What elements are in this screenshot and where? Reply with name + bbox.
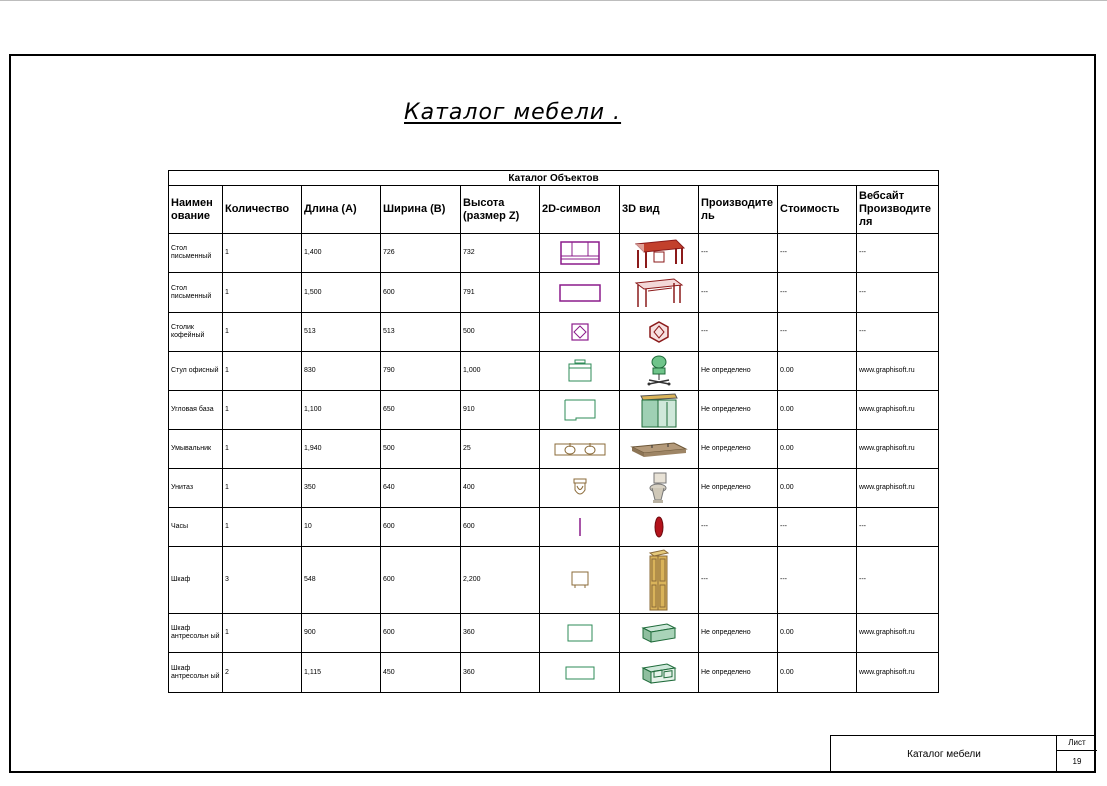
double-wall-cabinet-3d-icon — [641, 662, 677, 684]
cell-length: 1,100 — [302, 391, 381, 430]
cell-quantity: 1 — [223, 234, 302, 273]
cell-name: Умывальник — [169, 430, 223, 469]
cell-3d-view — [620, 547, 699, 614]
header-length: Длина (A) — [302, 186, 381, 234]
cell-2d-symbol — [540, 653, 620, 693]
cell-manufacturer: --- — [699, 547, 778, 614]
cell-quantity: 1 — [223, 614, 302, 653]
cell-name: Шкаф — [169, 547, 223, 614]
header-quantity: Количество — [223, 186, 302, 234]
catalog-table — [168, 170, 939, 693]
cell-2d-symbol — [540, 313, 620, 352]
toilet-3d-icon — [648, 472, 670, 504]
cell-manufacturer: Не определено — [699, 653, 778, 693]
cell-website: --- — [857, 547, 939, 614]
cell-height: 732 — [461, 234, 540, 273]
cell-cost: 0.00 — [778, 352, 857, 391]
cell-cost: --- — [778, 547, 857, 614]
cell-cost: --- — [778, 234, 857, 273]
cell-manufacturer: --- — [699, 273, 778, 313]
cell-name: Столик кофейный — [169, 313, 223, 352]
page-title: Каталог мебели . — [404, 100, 622, 125]
cell-website: www.graphisoft.ru — [857, 391, 939, 430]
cell-quantity: 1 — [223, 430, 302, 469]
cell-manufacturer: --- — [699, 313, 778, 352]
cell-3d-view — [620, 313, 699, 352]
cell-website: --- — [857, 313, 939, 352]
table-row — [169, 508, 939, 547]
cell-name: Угловая база — [169, 391, 223, 430]
cell-width: 600 — [381, 614, 461, 653]
cell-length: 1,940 — [302, 430, 381, 469]
cell-height: 910 — [461, 391, 540, 430]
cell-manufacturer: Не определено — [699, 469, 778, 508]
table-row — [169, 391, 939, 430]
cell-width: 650 — [381, 391, 461, 430]
header-manufacturer: Производите ль — [699, 186, 778, 234]
cell-quantity: 1 — [223, 273, 302, 313]
cell-manufacturer: --- — [699, 234, 778, 273]
table-row — [169, 352, 939, 391]
page-top-rule — [0, 0, 1107, 1]
table-row — [169, 273, 939, 313]
washbasin-3d-icon — [630, 439, 688, 459]
cell-height: 25 — [461, 430, 540, 469]
corner-base-3d-icon — [639, 392, 679, 428]
header-3d-view: 3D вид — [620, 186, 699, 234]
table-row — [169, 653, 939, 693]
cell-cost: 0.00 — [778, 653, 857, 693]
cell-3d-view — [620, 273, 699, 313]
cell-name: Унитаз — [169, 469, 223, 508]
table-caption: Каталог Объектов — [169, 171, 939, 186]
cell-2d-symbol — [540, 273, 620, 313]
cell-quantity: 2 — [223, 653, 302, 693]
cell-manufacturer: Не определено — [699, 352, 778, 391]
cell-height: 360 — [461, 653, 540, 693]
cell-height: 360 — [461, 614, 540, 653]
wardrobe-3d-icon — [648, 549, 670, 611]
cell-cost: 0.00 — [778, 469, 857, 508]
desk-3d-icon — [632, 236, 686, 270]
writing-table-2d-icon — [559, 284, 601, 302]
cell-width: 790 — [381, 352, 461, 391]
cell-height: 791 — [461, 273, 540, 313]
cell-length: 900 — [302, 614, 381, 653]
title-block — [830, 735, 1096, 773]
cell-width: 513 — [381, 313, 461, 352]
corner-base-2d-icon — [564, 399, 596, 421]
cell-website: www.graphisoft.ru — [857, 614, 939, 653]
cell-2d-symbol — [540, 547, 620, 614]
toilet-2d-icon — [573, 478, 587, 498]
writing-table-3d-icon — [634, 277, 684, 309]
clock-3d-icon — [654, 516, 664, 538]
cell-width: 500 — [381, 430, 461, 469]
table-row — [169, 547, 939, 614]
wall-cabinet-2d-icon — [567, 624, 593, 642]
cell-quantity: 1 — [223, 469, 302, 508]
cell-length: 513 — [302, 313, 381, 352]
cell-2d-symbol — [540, 234, 620, 273]
cell-quantity: 1 — [223, 313, 302, 352]
wall-cabinet-3d-icon — [641, 622, 677, 644]
cell-length: 548 — [302, 547, 381, 614]
cell-website: www.graphisoft.ru — [857, 430, 939, 469]
clock-2d-icon — [577, 517, 583, 537]
sheet-label: Лист — [1057, 736, 1097, 751]
desk-2d-icon — [560, 241, 600, 265]
cell-cost: --- — [778, 508, 857, 547]
cell-name: Стол письменный — [169, 234, 223, 273]
cell-website: --- — [857, 508, 939, 547]
cell-quantity: 1 — [223, 508, 302, 547]
table-row — [169, 313, 939, 352]
cell-cost: 0.00 — [778, 391, 857, 430]
cell-website: www.graphisoft.ru — [857, 653, 939, 693]
cell-name: Стул офисный — [169, 352, 223, 391]
cell-website: --- — [857, 273, 939, 313]
cell-length: 830 — [302, 352, 381, 391]
cell-cost: 0.00 — [778, 430, 857, 469]
cell-length: 1,115 — [302, 653, 381, 693]
header-website: Вебсайт Производите ля — [857, 186, 939, 234]
header-width: Ширина (B) — [381, 186, 461, 234]
wardrobe-2d-icon — [571, 571, 589, 589]
cell-width: 600 — [381, 508, 461, 547]
cell-height: 1,000 — [461, 352, 540, 391]
cell-quantity: 3 — [223, 547, 302, 614]
cell-2d-symbol — [540, 614, 620, 653]
cell-2d-symbol — [540, 508, 620, 547]
cell-cost: --- — [778, 273, 857, 313]
cell-width: 450 — [381, 653, 461, 693]
cell-2d-symbol — [540, 352, 620, 391]
cell-2d-symbol — [540, 430, 620, 469]
cell-length: 350 — [302, 469, 381, 508]
cell-height: 400 — [461, 469, 540, 508]
cell-width: 640 — [381, 469, 461, 508]
cell-3d-view — [620, 469, 699, 508]
cell-manufacturer: --- — [699, 508, 778, 547]
cell-3d-view — [620, 653, 699, 693]
cell-name: Шкаф антресольн ый — [169, 653, 223, 693]
cell-width: 600 — [381, 547, 461, 614]
coffee-table-3d-icon — [647, 320, 671, 344]
cell-cost: 0.00 — [778, 614, 857, 653]
cell-height: 500 — [461, 313, 540, 352]
cell-3d-view — [620, 391, 699, 430]
header-cost: Стоимость — [778, 186, 857, 234]
cell-3d-view — [620, 508, 699, 547]
cell-3d-view — [620, 430, 699, 469]
table-row — [169, 469, 939, 508]
sheet-number-box — [1056, 736, 1097, 773]
table-row — [169, 234, 939, 273]
double-wall-cabinet-2d-icon — [565, 666, 595, 680]
cell-quantity: 1 — [223, 391, 302, 430]
cell-manufacturer: Не определено — [699, 614, 778, 653]
title-block-name: Каталог мебели — [907, 749, 981, 760]
cell-2d-symbol — [540, 469, 620, 508]
sheet-number: 19 — [1072, 757, 1082, 766]
cell-length: 1,500 — [302, 273, 381, 313]
cell-3d-view — [620, 234, 699, 273]
cell-quantity: 1 — [223, 352, 302, 391]
cell-3d-view — [620, 352, 699, 391]
table-row — [169, 614, 939, 653]
cell-height: 2,200 — [461, 547, 540, 614]
cell-website: www.graphisoft.ru — [857, 469, 939, 508]
table-row — [169, 430, 939, 469]
cell-cost: --- — [778, 313, 857, 352]
cell-manufacturer: Не определено — [699, 391, 778, 430]
header-2d-symbol: 2D-символ — [540, 186, 620, 234]
cell-name: Стол письменный — [169, 273, 223, 313]
office-chair-3d-icon — [644, 354, 674, 388]
cell-name: Часы — [169, 508, 223, 547]
cell-length: 10 — [302, 508, 381, 547]
cell-width: 600 — [381, 273, 461, 313]
office-chair-2d-icon — [567, 359, 593, 383]
cell-height: 600 — [461, 508, 540, 547]
cell-website: www.graphisoft.ru — [857, 352, 939, 391]
header-height: Высота (размер Z) — [461, 186, 540, 234]
header-name: Наимен ование — [169, 186, 223, 234]
cell-2d-symbol — [540, 391, 620, 430]
cell-name: Шкаф антресольн ый — [169, 614, 223, 653]
coffee-table-2d-icon — [571, 323, 589, 341]
washbasin-2d-icon — [554, 442, 606, 456]
cell-website: --- — [857, 234, 939, 273]
cell-manufacturer: Не определено — [699, 430, 778, 469]
cell-width: 726 — [381, 234, 461, 273]
cell-3d-view — [620, 614, 699, 653]
cell-length: 1,400 — [302, 234, 381, 273]
